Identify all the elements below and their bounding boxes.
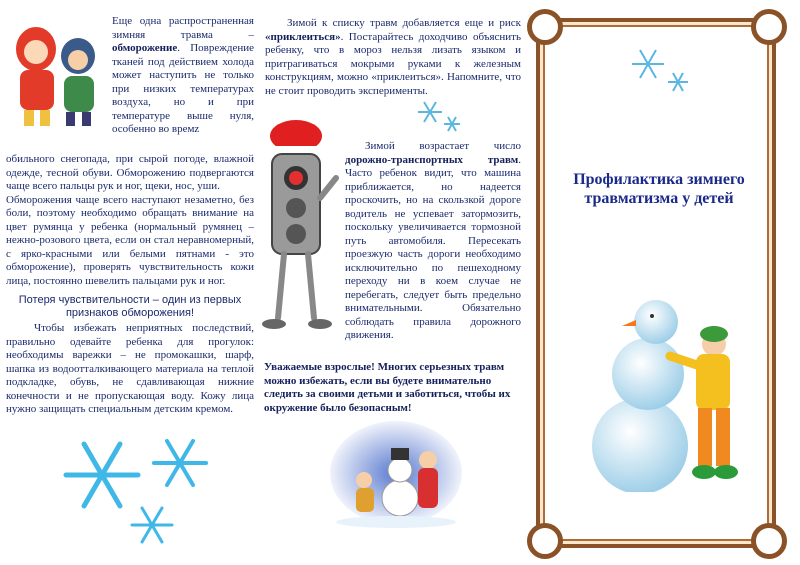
small-snowflakes-decoration xyxy=(414,94,464,134)
kids-with-snowman-illustration xyxy=(328,418,463,528)
frostbite-intro: Еще одна распространенная зимняя травма – обморожение. Повреждение тканей под действием холода может наступить не только при низких температурах воздуха, но и при температуре выше нуля, особенно во времz xyxy=(112,15,254,135)
road-traffic-injuries-text: Зимой возрастает число дорожно-транспортных травм. Часто ребенок видит, что машина приближается, но надеется проскочить, но на скользкой дороге водитель не успевает затормозить, поскольку увеличивается тормозной путь автомобиля. Пересекать проезжую часть дороги необходимо исключительно по пешеходному переходу ни в коем случае не перебегать, следует быть предельно внимательными. Обязательно соблюдать правила дорожного движения. xyxy=(345,140,521,341)
panel-left xyxy=(0,0,262,565)
frostbite-body: обильного снегопада, при сырой погоде, влажной одежде, тесной обуви. Обморожению подвергаются чаще всего пальцы рук и ног, щеки, нос, уши. Обморожения чаще всего наступают незаметно, без боли, поэтому необходимо обращать внимание на цвет румянца у ребенка (нормальный румянец – нежно-розового цвета, если он стал неравномерный, с ярко-красными или белыми пятнами - это обморожение), проверять чувствительность кожи лица, постоянно шевелить пальцами рук и ног. xyxy=(6,153,254,287)
brochure-title: Профилактика зимнего травматизма у детей xyxy=(573,171,745,207)
adults-appeal-text: Уважаемые взрослые! Многих серьезных травм можно избежать, если вы будете внимательно следить за своими детьми и заботиться, чтобы их окружение было безопасным! xyxy=(264,361,511,414)
child-building-snowman-illustration xyxy=(574,296,754,492)
sticking-risk-text: Зимой к списку травм добавляется еще и риск «приклеиться». Постарайтесь доходчиво объяснить ребенку, что в мороз нельзя лизать языком и притрагиваться мокрыми руками к железным конструкциям, можно «приклеиться». Напомните, что не стоит проводить эксперименты. xyxy=(265,17,521,97)
cover-snowflakes-decoration xyxy=(628,42,692,98)
frame-corner-ornament xyxy=(527,9,563,45)
children-in-winter-illustration xyxy=(6,14,108,132)
snowflakes-decoration xyxy=(60,425,210,550)
frame-corner-ornament xyxy=(751,9,787,45)
frostbite-warning-heading: Потеря чувствительности – один из первых признаков обморожения! xyxy=(18,294,242,319)
traffic-light-character-illustration xyxy=(258,118,342,338)
frame-corner-ornament xyxy=(527,523,563,559)
clothing-advice-text: Чтобы избежать неприятных последствий, правильно одевайте ребенка для прогулок: необходимы варежки – не промокашки, шарф, шапка из водоотталкивающего материала на теплой подкладке, обувь, не сдавливающая нижние конечности и не пропускающая воду. Кожу лица нужно защищать специальным детским кремом. xyxy=(6,322,254,415)
frame-corner-ornament xyxy=(751,523,787,559)
